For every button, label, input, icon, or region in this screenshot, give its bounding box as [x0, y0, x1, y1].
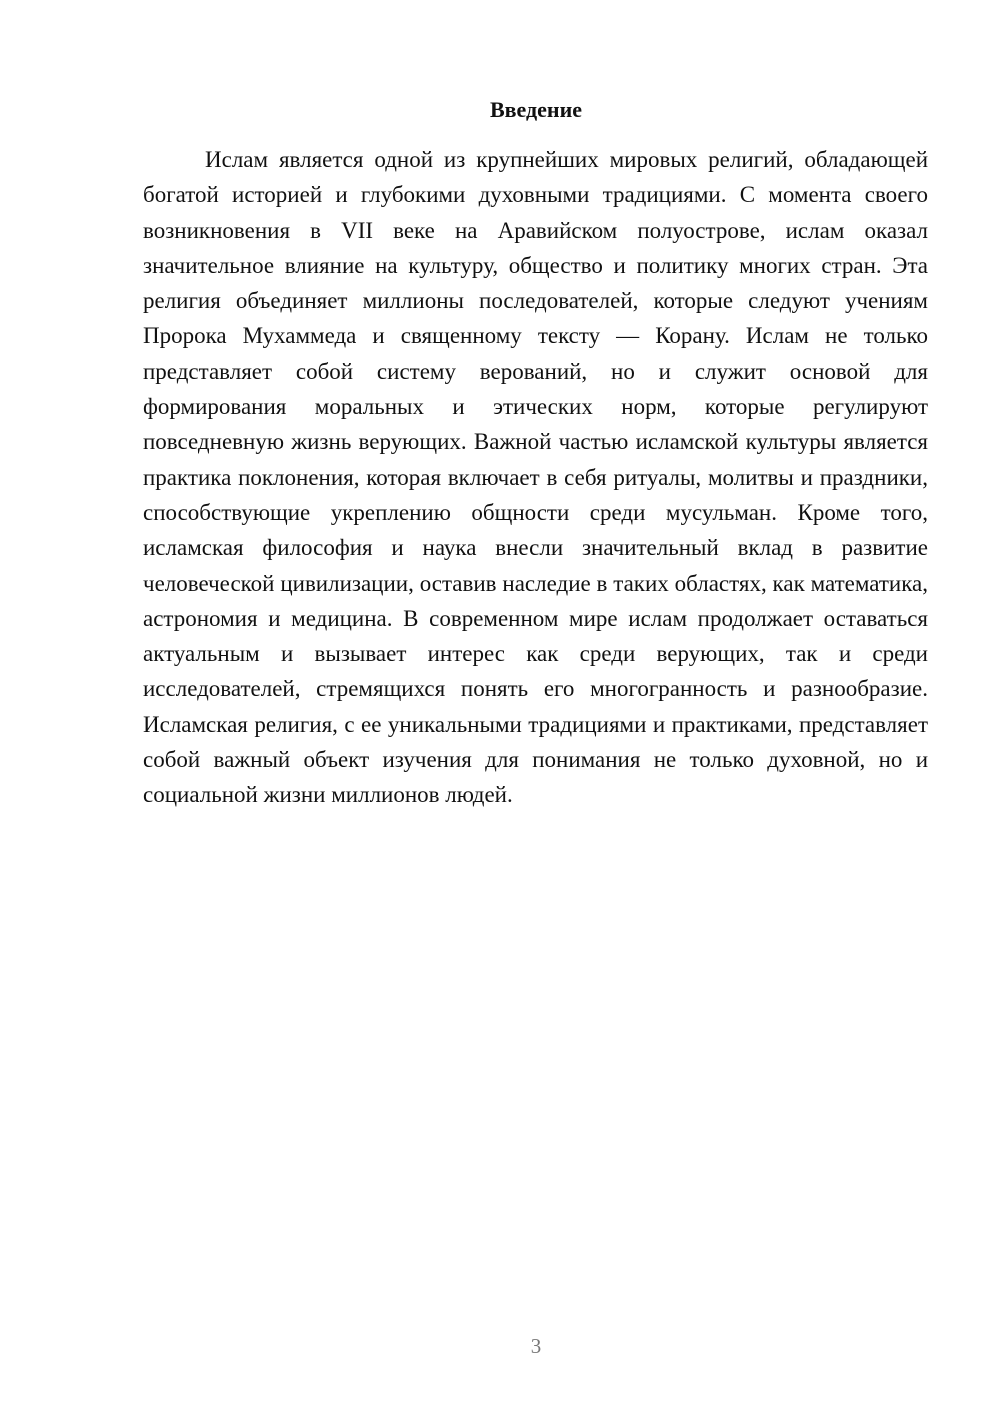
section-heading: Введение [489, 97, 583, 122]
body-paragraph: Ислам является одной из крупнейших мировых религий, обладающей богатой историей и глубокими духовными традициями. С момента своего возникновения в VII веке на Аравийском полуострове, ислам оказал значительное влияние на культуру, общество и политику многих стран. Эта религия объединяет миллионы последователей, которые следуют учениям Пророка Мухаммеда и священному тексту — Корану. Ислам не только представляет собой систему верований, но и служит основой для формирования моральных и этических норм, которые регулируют повседневную жизнь верующих. Важной частью исламской культуры является практика поклонения, которая включает в себя ритуалы, молитвы и праздники, способствующие укреплению общности среди мусульман. Кроме того, исламская философия и наука внесли значительный вклад в развитие человеческой цивилизации, оставив наследие в таких областях, как математика, астрономия и медицина. В современном мире ислам продолжает оставаться актуальным и вызывает интерес как среди верующих, так и среди исследователей, стремящихся понять его многогранность и разнообразие. Исламская религия, с ее уникальными традициями и практиками, представляет собой важный объект изучения для понимания не только духовной, но и социальной жизни миллионов людей. [143, 147, 928, 808]
page-number: 3 [530, 1334, 542, 1358]
